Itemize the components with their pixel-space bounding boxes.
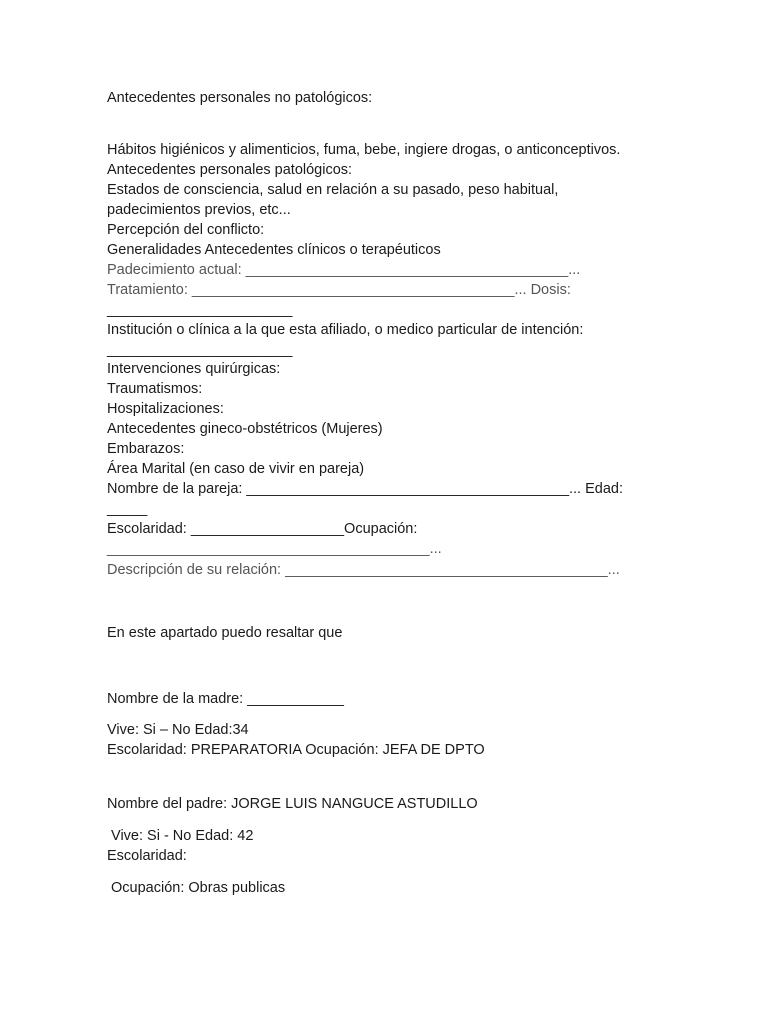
field-institution-blank: _______________________ bbox=[107, 342, 293, 358]
line-highlight-section: En este apartado puedo resaltar que bbox=[107, 625, 343, 641]
line-previous-conditions: padecimientos previos, etc... bbox=[107, 202, 291, 218]
line-pregnancies: Embarazos: bbox=[107, 441, 185, 457]
field-partner-name-age: Nombre de la pareja: ________________________________________... Edad: bbox=[107, 481, 624, 497]
line-institution: Institución o clínica a la que esta afiliado, o medico particular de intención: bbox=[107, 322, 584, 338]
field-relationship-description: Descripción de su relación: ________________________________________... bbox=[107, 562, 620, 578]
heading-non-pathological: Antecedentes personales no patológicos: bbox=[107, 90, 373, 106]
line-father-name: Nombre del padre: JORGE LUIS NANGUCE ASTUDILLO bbox=[107, 796, 478, 812]
line-clinical-background: Generalidades Antecedentes clínicos o terapéuticos bbox=[107, 242, 441, 258]
field-schooling-occupation: Escolaridad: ___________________Ocupación: bbox=[107, 521, 418, 537]
line-consciousness-states: Estados de consciencia, salud en relación a su pasado, peso habitual, bbox=[107, 182, 559, 198]
line-father-occupation: Ocupación: Obras publicas bbox=[107, 880, 286, 896]
line-mother-alive-age: Vive: Si – No Edad:34 bbox=[107, 722, 249, 738]
heading-conflict-perception: Percepción del conflicto: bbox=[107, 222, 265, 238]
line-gyneco-obstetric: Antecedentes gineco-obstétricos (Mujeres) bbox=[107, 421, 383, 437]
line-hospitalizations: Hospitalizaciones: bbox=[107, 401, 224, 417]
field-mother-name: Nombre de la madre: ____________ bbox=[107, 691, 344, 707]
heading-marital-area: Área Marital (en caso de vivir en pareja) bbox=[107, 461, 365, 477]
field-partner-age-blank: _____ bbox=[107, 501, 148, 517]
field-dose-blank: _______________________ bbox=[107, 302, 293, 318]
line-surgeries: Intervenciones quirúrgicas: bbox=[107, 361, 281, 377]
heading-pathological: Antecedentes personales patológicos: bbox=[107, 162, 353, 178]
line-father-schooling: Escolaridad: bbox=[107, 848, 187, 864]
line-hygiene-habits: Hábitos higiénicos y alimenticios, fuma, bebe, ingiere drogas, o anticonceptivos. bbox=[107, 142, 621, 158]
line-father-alive-age: Vive: Si - No Edad: 42 bbox=[107, 828, 254, 844]
line-mother-schooling-occupation: Escolaridad: PREPARATORIA Ocupación: JEFA DE DPTO bbox=[107, 742, 485, 758]
field-current-condition: Padecimiento actual: ________________________________________... bbox=[107, 262, 581, 278]
field-treatment-dose: Tratamiento: ________________________________________... Dosis: bbox=[107, 282, 571, 298]
field-occupation-blank: ________________________________________... bbox=[107, 541, 442, 557]
line-traumas: Traumatismos: bbox=[107, 381, 203, 397]
